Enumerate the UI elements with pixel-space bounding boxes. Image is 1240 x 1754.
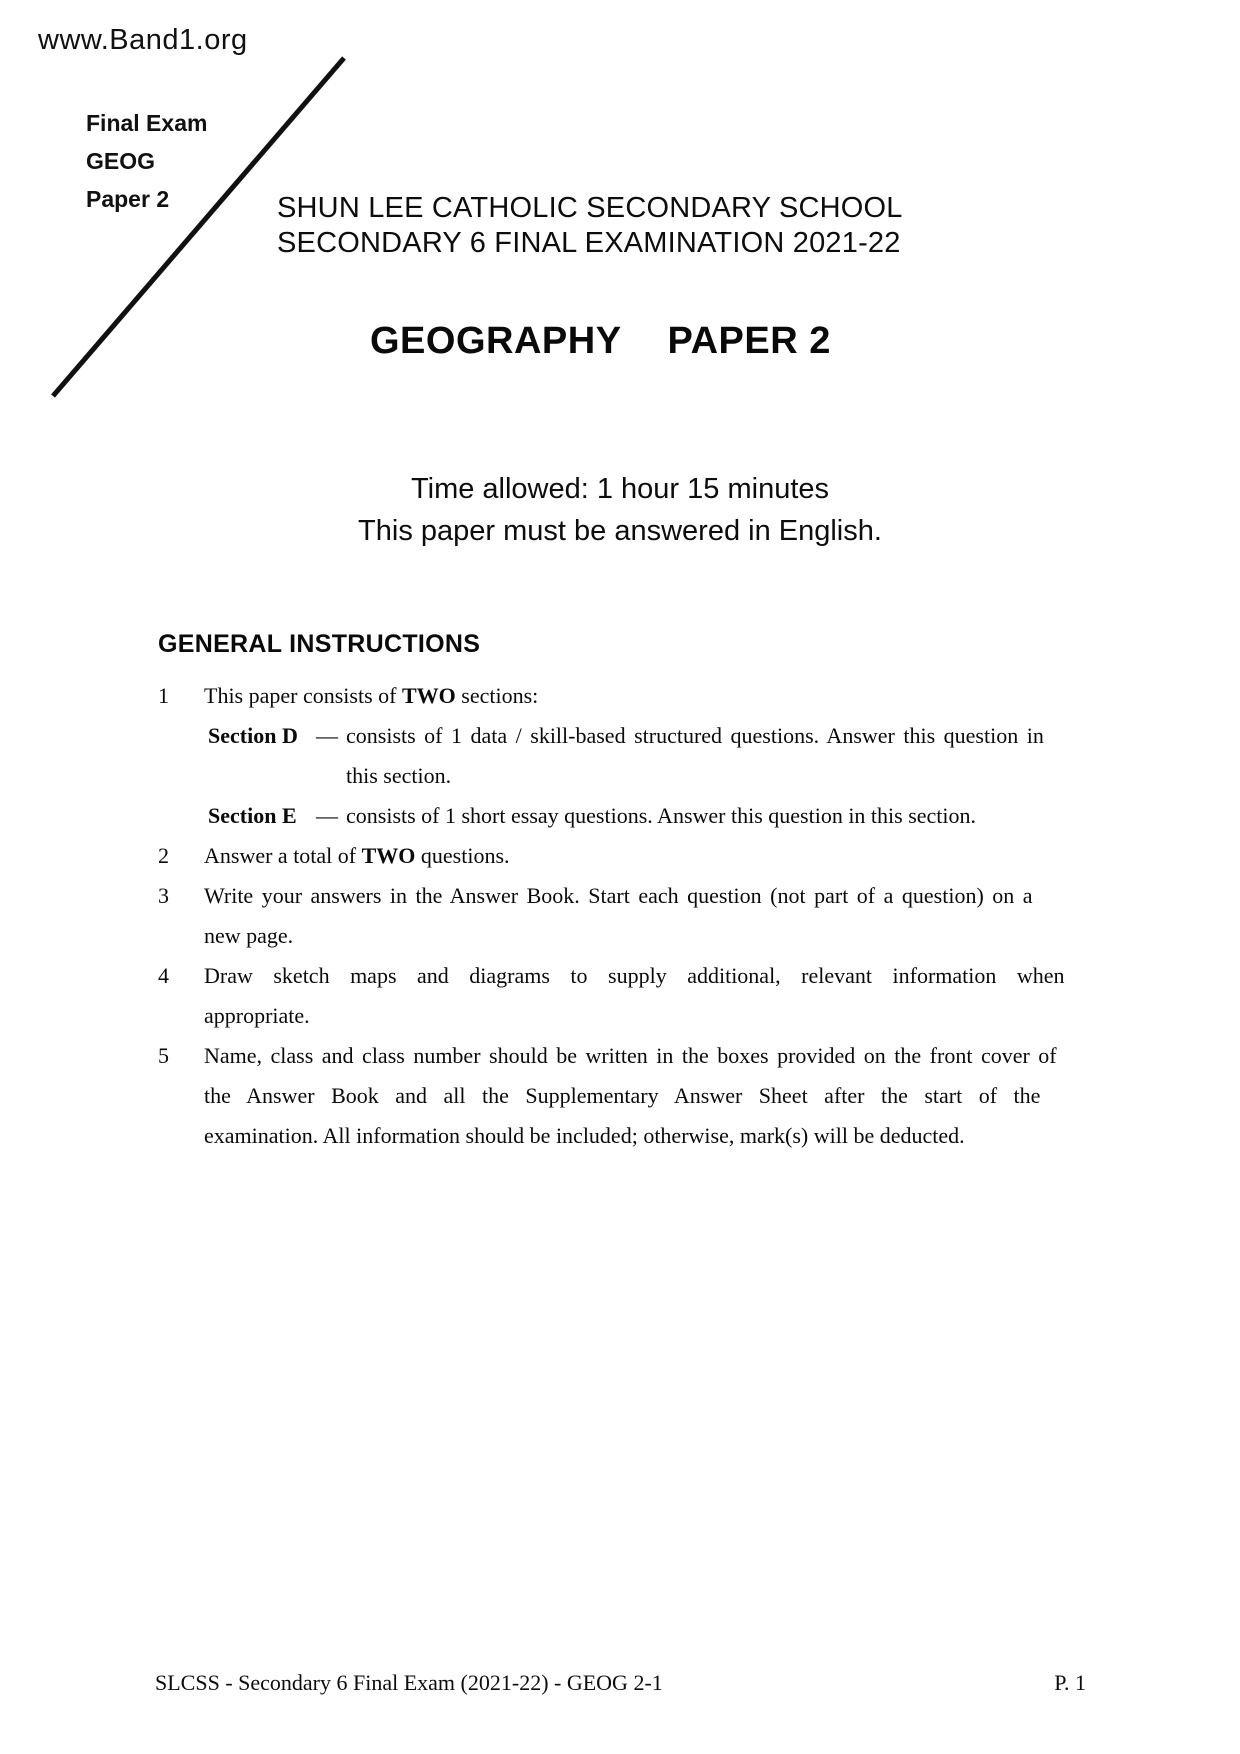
corner-label-line-subject: GEOG <box>86 148 156 174</box>
instruction-row <box>158 1036 1086 1076</box>
instruction-text-segment: consists of 1 data / skill-based structured questions. Answer this question in <box>346 723 1044 748</box>
exam-name: SECONDARY 6 FINAL EXAMINATION 2021-22 <box>277 227 901 259</box>
paper-title-subject: GEOGRAPHY <box>370 320 622 362</box>
instruction-text-segment: Draw sketch maps and diagrams to supply additional, relevant information when <box>204 963 1065 988</box>
time-allowed-note: Time allowed: 1 hour 15 minutes <box>410 473 830 505</box>
instruction-row <box>158 676 1086 716</box>
instruction-text-segment: questions. <box>415 843 510 868</box>
language-note: This paper must be answered in English. <box>358 515 882 547</box>
footer-page-number: P. 1 <box>1054 1670 1086 1695</box>
instruction-row <box>204 996 1086 1036</box>
instruction-number: 1 <box>158 683 169 708</box>
section-dash: — <box>316 803 338 828</box>
instruction-text <box>204 1003 310 1028</box>
instruction-row <box>158 956 1086 996</box>
section-dash: — <box>316 723 338 748</box>
instruction-number: 4 <box>158 963 169 988</box>
instruction-row <box>158 876 1086 916</box>
instruction-text-segment: sections: <box>455 683 539 708</box>
instruction-text <box>346 756 1086 796</box>
footer-document-code: SLCSS - Secondary 6 Final Exam (2021-22) - GEOG 2-1 <box>155 1670 663 1695</box>
instruction-text <box>204 963 1065 988</box>
instruction-text-bold: TWO <box>401 683 456 708</box>
school-name: SHUN LEE CATHOLIC SECONDARY SCHOOL <box>277 192 903 224</box>
section-label: Section D <box>208 723 298 748</box>
instruction-row <box>204 796 1086 836</box>
instruction-row <box>204 1076 1086 1116</box>
watermark-url: www.Band1.org <box>38 24 248 56</box>
corner-label-line-exam: Final Exam <box>86 110 208 136</box>
instruction-text <box>204 1083 1040 1108</box>
instruction-text-segment: This paper consists of <box>204 683 402 708</box>
instruction-row <box>204 756 1086 796</box>
instruction-number: 3 <box>158 883 169 908</box>
paper-title <box>370 320 831 363</box>
instruction-text <box>204 1043 1057 1068</box>
instruction-text-segment: this section. <box>346 763 452 788</box>
instruction-text-segment: Name, class and class number should be written in the boxes provided on the front cover of <box>204 1043 1057 1068</box>
instruction-number: 2 <box>158 843 169 868</box>
page-footer <box>155 1670 1086 1696</box>
instruction-text-segment: Answer a total of <box>204 843 362 868</box>
instruction-text <box>204 1123 965 1148</box>
school-header <box>277 191 903 261</box>
instruction-text <box>204 883 1033 908</box>
instruction-text <box>346 796 1086 836</box>
instruction-text-segment: new page. <box>204 923 294 948</box>
instruction-text-segment: examination. All information should be included; otherwise, mark(s) will be deducted. <box>204 1123 965 1148</box>
instruction-text <box>346 716 1086 756</box>
paper-title-paper: PAPER 2 <box>667 320 831 362</box>
instruction-text-segment: appropriate. <box>204 1003 310 1028</box>
instruction-text-bold: TWO <box>361 843 416 868</box>
instruction-row <box>204 1116 1086 1156</box>
instruction-number: 5 <box>158 1043 169 1068</box>
instruction-text-segment: the Answer Book and all the Supplementary Answer Sheet after the start of the <box>204 1083 1041 1108</box>
instruction-text <box>204 923 293 948</box>
instruction-text-segment: Write your answers in the Answer Book. Start each question (not part of a question) on a <box>204 883 1033 908</box>
instruction-text-segment: consists of 1 short essay questions. Answer this question in this section. <box>346 803 977 828</box>
section-label: Section E <box>208 803 297 828</box>
instruction-text <box>204 683 538 708</box>
corner-label-line-paper: Paper 2 <box>86 186 170 212</box>
instruction-row <box>204 716 1086 756</box>
exam-conditions <box>0 468 1240 552</box>
instruction-row <box>158 836 1086 876</box>
instruction-text <box>204 843 510 868</box>
instruction-row <box>204 916 1086 956</box>
instructions-list <box>158 676 1086 1156</box>
general-instructions-heading: GENERAL INSTRUCTIONS <box>158 630 481 658</box>
